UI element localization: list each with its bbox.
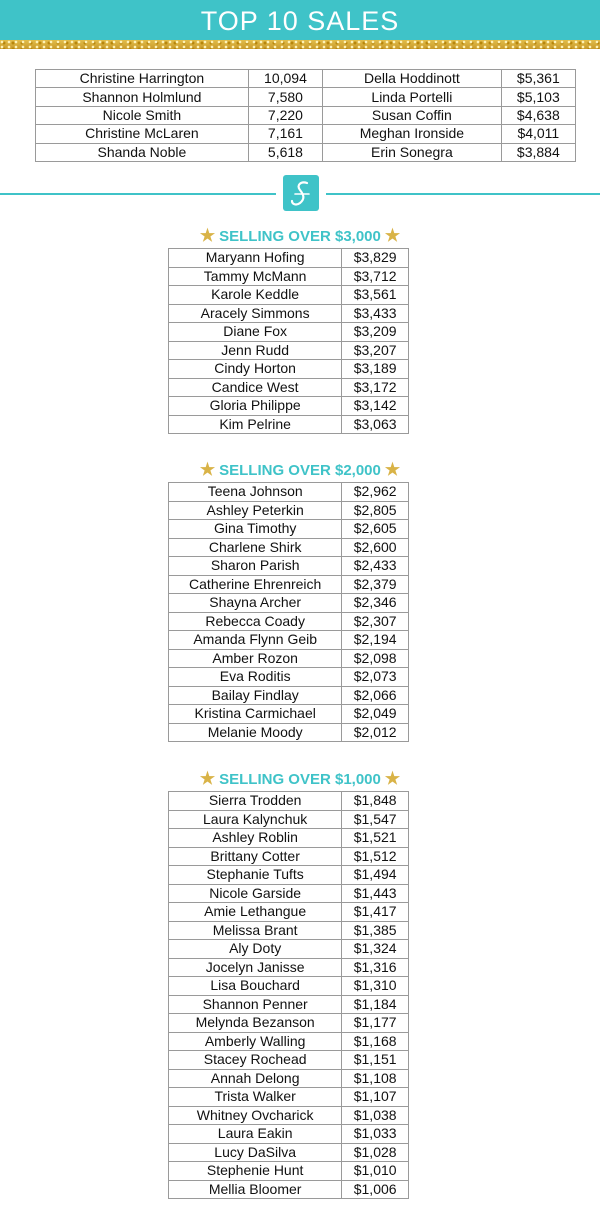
seller-name: Stephanie Tufts bbox=[169, 866, 342, 885]
table-row bbox=[169, 705, 409, 724]
section-title-text: SELLING OVER $2,000 bbox=[219, 462, 381, 479]
sales-value: $2,012 bbox=[342, 723, 409, 742]
table-cell-name-right: Erin Sonegra bbox=[323, 143, 502, 161]
sales-value: $2,805 bbox=[342, 501, 409, 520]
seller-name: Lisa Bouchard bbox=[169, 977, 342, 996]
table-row bbox=[169, 397, 409, 416]
star-icon: ★ bbox=[384, 769, 401, 788]
sales-value: $1,443 bbox=[342, 884, 409, 903]
sales-value: $3,142 bbox=[342, 397, 409, 416]
section-title-1000 bbox=[150, 770, 450, 789]
seller-name: Ashley Peterkin bbox=[169, 501, 342, 520]
table-row bbox=[36, 106, 576, 124]
table-row bbox=[169, 557, 409, 576]
star-icon: ★ bbox=[384, 226, 401, 245]
table-row bbox=[169, 903, 409, 922]
table-row bbox=[169, 1180, 409, 1199]
seller-name: Sharon Parish bbox=[169, 557, 342, 576]
star-icon: ★ bbox=[384, 460, 401, 479]
table-row bbox=[169, 977, 409, 996]
seller-name: Gina Timothy bbox=[169, 520, 342, 539]
seller-name: Brittany Cotter bbox=[169, 847, 342, 866]
section-title-2000 bbox=[150, 461, 450, 480]
table-row bbox=[169, 995, 409, 1014]
sales-value: $2,605 bbox=[342, 520, 409, 539]
seller-name: Rebecca Coady bbox=[169, 612, 342, 631]
sales-value: $1,512 bbox=[342, 847, 409, 866]
seller-name: Whitney Ovcharick bbox=[169, 1106, 342, 1125]
sales-value: $1,006 bbox=[342, 1180, 409, 1199]
gold-glitter-strip bbox=[0, 40, 600, 49]
page-title: TOP 10 SALES bbox=[0, 0, 600, 40]
table-cell-value-left: 7,580 bbox=[248, 88, 322, 106]
seller-name: Aracely Simmons bbox=[169, 304, 342, 323]
section-title-3000 bbox=[150, 227, 450, 246]
sales-value: $3,829 bbox=[342, 249, 409, 268]
table-row bbox=[169, 1069, 409, 1088]
table-row bbox=[169, 921, 409, 940]
seller-name: Eva Roditis bbox=[169, 668, 342, 687]
table-cell-value-left: 10,094 bbox=[248, 70, 322, 88]
sales-value: $1,151 bbox=[342, 1051, 409, 1070]
sales-value: $1,038 bbox=[342, 1106, 409, 1125]
seller-name: Tammy McMann bbox=[169, 267, 342, 286]
table-cell-name-right: Della Hoddinott bbox=[323, 70, 502, 88]
table-cell-value-right: $4,011 bbox=[501, 125, 575, 143]
table-row bbox=[169, 538, 409, 557]
seller-name: Laura Eakin bbox=[169, 1125, 342, 1144]
table-row bbox=[169, 1125, 409, 1144]
sales-value: $2,346 bbox=[342, 594, 409, 613]
sales-value: $2,073 bbox=[342, 668, 409, 687]
table-cell-value-right: $4,638 bbox=[501, 106, 575, 124]
sales-value: $2,307 bbox=[342, 612, 409, 631]
section-title-text: SELLING OVER $3,000 bbox=[219, 228, 381, 245]
section-table-3000 bbox=[168, 248, 409, 434]
seller-name: Ashley Roblin bbox=[169, 829, 342, 848]
sales-value: $3,712 bbox=[342, 267, 409, 286]
table-cell-name-left: Shannon Holmlund bbox=[36, 88, 249, 106]
seller-name: Annah Delong bbox=[169, 1069, 342, 1088]
sales-value: $1,521 bbox=[342, 829, 409, 848]
sales-value: $3,189 bbox=[342, 360, 409, 379]
section-title-text: SELLING OVER $1,000 bbox=[219, 771, 381, 788]
sales-value: $3,063 bbox=[342, 415, 409, 434]
table-row bbox=[169, 520, 409, 539]
sales-value: $1,184 bbox=[342, 995, 409, 1014]
table-row bbox=[169, 575, 409, 594]
seller-name: Gloria Philippe bbox=[169, 397, 342, 416]
sales-value: $1,494 bbox=[342, 866, 409, 885]
seller-name: Shayna Archer bbox=[169, 594, 342, 613]
table-row bbox=[169, 792, 409, 811]
seller-name: Teena Johnson bbox=[169, 483, 342, 502]
seller-name: Melissa Brant bbox=[169, 921, 342, 940]
table-row bbox=[169, 940, 409, 959]
table-row bbox=[169, 723, 409, 742]
table-row bbox=[169, 323, 409, 342]
seller-name: Kristina Carmichael bbox=[169, 705, 342, 724]
seller-name: Amber Rozon bbox=[169, 649, 342, 668]
table-row bbox=[169, 1143, 409, 1162]
sales-value: $1,177 bbox=[342, 1014, 409, 1033]
table-row bbox=[169, 415, 409, 434]
table-row bbox=[169, 884, 409, 903]
seller-name: Bailay Findlay bbox=[169, 686, 342, 705]
section-table-2000 bbox=[168, 482, 409, 742]
table-row bbox=[169, 686, 409, 705]
table-row bbox=[169, 267, 409, 286]
sales-value: $1,010 bbox=[342, 1162, 409, 1181]
table-cell-name-right: Susan Coffin bbox=[323, 106, 502, 124]
seller-name: Mellia Bloomer bbox=[169, 1180, 342, 1199]
sales-value: $1,385 bbox=[342, 921, 409, 940]
sales-value: $1,547 bbox=[342, 810, 409, 829]
table-row bbox=[169, 612, 409, 631]
seller-name: Sierra Trodden bbox=[169, 792, 342, 811]
star-icon: ★ bbox=[199, 769, 216, 788]
table-cell-name-left: Nicole Smith bbox=[36, 106, 249, 124]
seller-name: Cindy Horton bbox=[169, 360, 342, 379]
table-cell-name-left: Christine Harrington bbox=[36, 70, 249, 88]
table-cell-name-right: Meghan Ironside bbox=[323, 125, 502, 143]
section-table-1000 bbox=[168, 791, 409, 1199]
seller-name: Jocelyn Janisse bbox=[169, 958, 342, 977]
table-row bbox=[169, 829, 409, 848]
sales-value: $2,049 bbox=[342, 705, 409, 724]
table-row bbox=[169, 594, 409, 613]
table-row bbox=[169, 810, 409, 829]
table-cell-value-left: 7,220 bbox=[248, 106, 322, 124]
table-row bbox=[36, 70, 576, 88]
table-row bbox=[169, 304, 409, 323]
table-row bbox=[169, 378, 409, 397]
seller-name: Melynda Bezanson bbox=[169, 1014, 342, 1033]
table-row bbox=[36, 125, 576, 143]
seller-name: Laura Kalynchuk bbox=[169, 810, 342, 829]
table-row bbox=[169, 341, 409, 360]
sales-value: $2,194 bbox=[342, 631, 409, 650]
divider-left bbox=[0, 193, 276, 195]
table-row bbox=[36, 143, 576, 161]
seller-name: Candice West bbox=[169, 378, 342, 397]
sales-value: $1,168 bbox=[342, 1032, 409, 1051]
table-row bbox=[169, 1014, 409, 1033]
table-cell-name-right: Linda Portelli bbox=[323, 88, 502, 106]
table-row bbox=[169, 847, 409, 866]
sales-value: $2,098 bbox=[342, 649, 409, 668]
table-row bbox=[169, 1088, 409, 1107]
sales-value: $2,600 bbox=[342, 538, 409, 557]
star-icon: ★ bbox=[199, 226, 216, 245]
sales-value: $1,028 bbox=[342, 1143, 409, 1162]
seller-name: Nicole Garside bbox=[169, 884, 342, 903]
seller-name: Charlene Shirk bbox=[169, 538, 342, 557]
sales-value: $1,310 bbox=[342, 977, 409, 996]
sales-value: $1,107 bbox=[342, 1088, 409, 1107]
seller-name: Kim Pelrine bbox=[169, 415, 342, 434]
sales-value: $3,433 bbox=[342, 304, 409, 323]
seller-name: Catherine Ehrenreich bbox=[169, 575, 342, 594]
seller-name: Amie Lethangue bbox=[169, 903, 342, 922]
sales-value: $3,209 bbox=[342, 323, 409, 342]
table-row bbox=[169, 631, 409, 650]
sales-value: $1,324 bbox=[342, 940, 409, 959]
table-cell-value-left: 7,161 bbox=[248, 125, 322, 143]
table-row bbox=[169, 286, 409, 305]
table-row bbox=[169, 866, 409, 885]
top10-table bbox=[35, 69, 576, 162]
seller-name: Shannon Penner bbox=[169, 995, 342, 1014]
sales-value: $2,962 bbox=[342, 483, 409, 502]
table-row bbox=[169, 668, 409, 687]
sales-value: $1,417 bbox=[342, 903, 409, 922]
table-row bbox=[169, 360, 409, 379]
seller-name: Lucy DaSilva bbox=[169, 1143, 342, 1162]
seller-name: Aly Doty bbox=[169, 940, 342, 959]
sales-value: $1,033 bbox=[342, 1125, 409, 1144]
seller-name: Melanie Moody bbox=[169, 723, 342, 742]
table-row bbox=[169, 483, 409, 502]
seller-name: Maryann Hofing bbox=[169, 249, 342, 268]
table-row bbox=[169, 249, 409, 268]
table-row bbox=[169, 649, 409, 668]
sales-value: $1,848 bbox=[342, 792, 409, 811]
sales-value: $1,316 bbox=[342, 958, 409, 977]
sales-value: $2,066 bbox=[342, 686, 409, 705]
table-row bbox=[169, 958, 409, 977]
sales-value: $3,561 bbox=[342, 286, 409, 305]
sales-value: $3,207 bbox=[342, 341, 409, 360]
table-row bbox=[36, 88, 576, 106]
seller-name: Amanda Flynn Geib bbox=[169, 631, 342, 650]
sales-value: $2,433 bbox=[342, 557, 409, 576]
table-row bbox=[169, 1106, 409, 1125]
sales-value: $2,379 bbox=[342, 575, 409, 594]
script-s-logo-icon bbox=[283, 175, 319, 211]
table-cell-value-right: $5,103 bbox=[501, 88, 575, 106]
table-cell-value-left: 5,618 bbox=[248, 143, 322, 161]
seller-name: Karole Keddle bbox=[169, 286, 342, 305]
table-cell-name-left: Shanda Noble bbox=[36, 143, 249, 161]
seller-name: Trista Walker bbox=[169, 1088, 342, 1107]
sales-value: $1,108 bbox=[342, 1069, 409, 1088]
table-cell-name-left: Christine McLaren bbox=[36, 125, 249, 143]
star-icon: ★ bbox=[199, 460, 216, 479]
table-cell-value-right: $5,361 bbox=[501, 70, 575, 88]
table-row bbox=[169, 1032, 409, 1051]
table-row bbox=[169, 1051, 409, 1070]
seller-name: Jenn Rudd bbox=[169, 341, 342, 360]
seller-name: Stephenie Hunt bbox=[169, 1162, 342, 1181]
seller-name: Diane Fox bbox=[169, 323, 342, 342]
divider-right bbox=[326, 193, 600, 195]
table-row bbox=[169, 1162, 409, 1181]
seller-name: Amberly Walling bbox=[169, 1032, 342, 1051]
sales-value: $3,172 bbox=[342, 378, 409, 397]
seller-name: Stacey Rochead bbox=[169, 1051, 342, 1070]
table-cell-value-right: $3,884 bbox=[501, 143, 575, 161]
table-row bbox=[169, 501, 409, 520]
